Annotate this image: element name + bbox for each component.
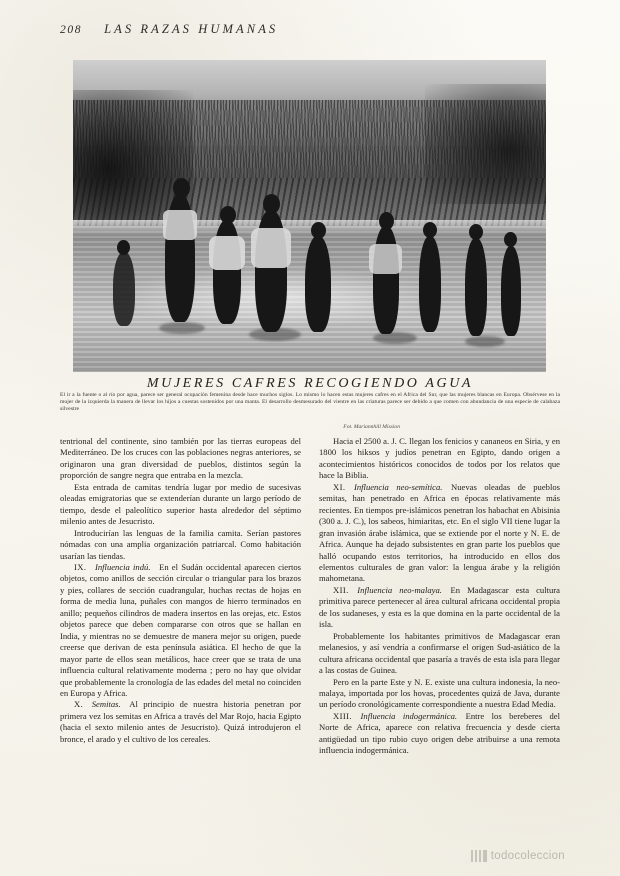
paragraph-text: Nuevas oleadas de pueblos semitas, han penetrado en Africa en épocas relativamente más recientes. En tiempos pre-islámicos penetran los habachat en Abisinia (300 a. J. C.), los sabeos, himiaritas, etc. En el siglo VII tiene lugar la gran invasión árabe islámica, que se extiende por el norte y N. E. de Africa. Aunque ha dejado subsistentes en gran parte los pueblos que halló ocupando estos territorios, ha introducido en ellos dos elementos culturales de gran valor: la lengua árabe y la religión mahometana. — [319, 481, 560, 584]
paragraph — [319, 482, 560, 585]
section-heading: Influencia indogermánica. — [360, 710, 458, 721]
section-number: XI. — [333, 481, 346, 492]
paragraph — [319, 436, 560, 482]
section-heading: Influencia neo-malaya. — [357, 584, 442, 595]
photo-figure-head — [173, 178, 190, 198]
photo-figure-head — [423, 222, 437, 238]
body-text-columns — [60, 436, 560, 836]
photograph-plate — [73, 60, 546, 372]
paragraph-text: En el Sudán occidental aparecen ciertos objetos, como anillos de sección circular o triangular para los brazos y pies, collares de sección cuadrangular, huchas rectas de hojas en forma de media luna, puñales con mangos de hierro terminados en anillo; pequeños cilindros de madera insertos en las orejas, etc. Estos objetos parece que deben compararse con otros que se hallan en India, y mientras no se demuestre de manera mejor su origen, puede creerse que derivan de esta península asiática. El hecho de que la mayor parte de ellos sean metálicos, hace creer que se trata de una influencia cultural relativamente moderna ; pero no hay que olvidar que probablemente la cronología de las edades del metal no coinciden en Europa y Africa. — [60, 561, 301, 698]
paragraph-text: Esta entrada de camitas tendría lugar por medio de sucesivas oleadas emigratorias que se extenderían durante un largo período de tiempo, desde el paleolítico superior hasta alrededor del séptimo milenio antes de Jesucristo. — [60, 481, 301, 527]
barcode-icon — [471, 850, 487, 862]
section-number: IX. — [74, 561, 87, 572]
photo-figure-woman — [305, 236, 331, 332]
photo-figure-head — [311, 222, 326, 239]
plate-caption-title: MUJERES CAFRES RECOGIENDO AGUA — [146, 376, 474, 391]
paragraph — [319, 711, 560, 757]
paragraph — [60, 699, 301, 745]
photo-figure-head — [504, 232, 517, 247]
paragraph-text: Hacia el 2500 a. J. C. llegan los fenicios y cananeos en Siria, y en 1800 los hiksos y judíos penetran en Egipto, dando origen a acontecimientos históricos conocidos de todos por los relatos que hace la Biblia. — [319, 436, 560, 481]
photo-figure-garment — [163, 210, 197, 240]
photo-figure-head — [379, 212, 394, 230]
paragraph-text: Entre los bereberes del Norte de Africa, aparece con relativa frecuencia y desde cierta antigüedad un tipo rubio cuyo origen debe atribuirse a una remota influencia indogermánica. — [319, 710, 560, 756]
paragraph — [319, 585, 560, 631]
column-left — [60, 436, 301, 836]
photo-figure-shadow — [373, 332, 417, 344]
photo-figure-head — [469, 224, 483, 240]
section-heading: Influencia neo-semítica. — [354, 481, 443, 492]
photo-figure-child — [113, 252, 135, 326]
watermark — [350, 846, 565, 866]
paragraph-text: En Madagascar esta cultura primitiva parece pertenecer al área cultural africana occidental propia de los sudaneses, y esta es la que domina en la parte occidental de la isla. — [319, 584, 560, 630]
photo-figure-garment — [369, 244, 402, 274]
watermark-label: todocoleccion — [490, 850, 565, 862]
photo-credit: Fot. Mariannhill Mission — [343, 424, 400, 430]
section-heading: Influencia indú. — [95, 561, 151, 572]
paragraph — [319, 631, 560, 677]
photo-figure-child — [501, 246, 521, 336]
photo-figure-woman — [373, 226, 399, 334]
section-number: X. — [74, 699, 84, 710]
paragraph-text: tentrional del continente, sino también por las tierras europeas del Mediterráneo. De los cruces con las poblaciones negras anteriores, se originaron una gran diversidad de pueblos, distintos según la proporción de sangre negra que entraba en la mezcla. — [60, 436, 301, 481]
paragraph — [60, 482, 301, 528]
running-head — [60, 22, 560, 37]
section-number: XIII. — [333, 710, 352, 721]
photo-figure-garment — [209, 236, 245, 270]
paragraph — [60, 562, 301, 699]
paragraph-text: Introducirían las lenguas de la familia camita. Serían pastores nómadas con una amplia organización patriarcal. Como habitación usarían las tiendas. — [60, 527, 301, 561]
paragraph-text: Probablemente los habitantes primitivos de Madagascar eran melanesios, y así vendría a confirmarse el origen Sud-asiático de la cultura africana occidental que pasaría a través de esta isla para llegar a las costas de Guinea. — [319, 630, 560, 676]
photo-vegetation-right — [425, 84, 546, 204]
paragraph — [60, 436, 301, 482]
photo-figure-child — [465, 238, 487, 336]
paragraph-text: Pero en la parte Este y N. E. existe una cultura indonesia, la neo-malaya, importada por los hovas, procedentes quizá de Java, durante un período cronológicamente correspondiente a nuestra Edad Media. — [319, 676, 560, 710]
section-number: XII. — [333, 584, 349, 595]
section-heading: Semitas. — [91, 699, 121, 710]
running-title: LAS RAZAS HUMANAS — [104, 22, 279, 36]
photo-figure-shadow — [159, 322, 205, 334]
photo-figure-head — [117, 240, 130, 255]
plate-caption-text: El ir a la fuente o al río por agua, parece ser general ocupación femenina desde hace muchos siglos. Lo mismo lo hacen estas mujeres cafres en el Africa del Sur, que las mujeres blancas en Europa. Obsérvese en la mujer de la izquierda la manera de llevar los hijos a cuestas sostenidos por una manta. El desarrollo desmesurado del vientre en las criaturas parece ser debido a que comen con abundancia de una especie de calabaza silvestre — [60, 392, 560, 412]
plate-caption-body — [60, 392, 560, 412]
column-right — [319, 436, 560, 836]
photo-figure-head — [220, 206, 236, 224]
photo-figure-child — [419, 236, 441, 332]
paragraph — [319, 677, 560, 711]
photo-figure-shadow — [465, 336, 505, 347]
page-folio-number: 208 — [60, 24, 83, 36]
photo-figure-garment — [251, 228, 291, 268]
paragraph-text: Al principio de nuestra historia penetran por primera vez los semitas en Africa a través del Mar Rojo, hacia Egipto (hacia el sexto milenio antes de Jesucristo). Quizá introdujeron el bronce, el arado y el cultivo de los cereales. — [60, 699, 301, 744]
paragraph — [60, 528, 301, 562]
photo-figure-head — [263, 194, 280, 214]
